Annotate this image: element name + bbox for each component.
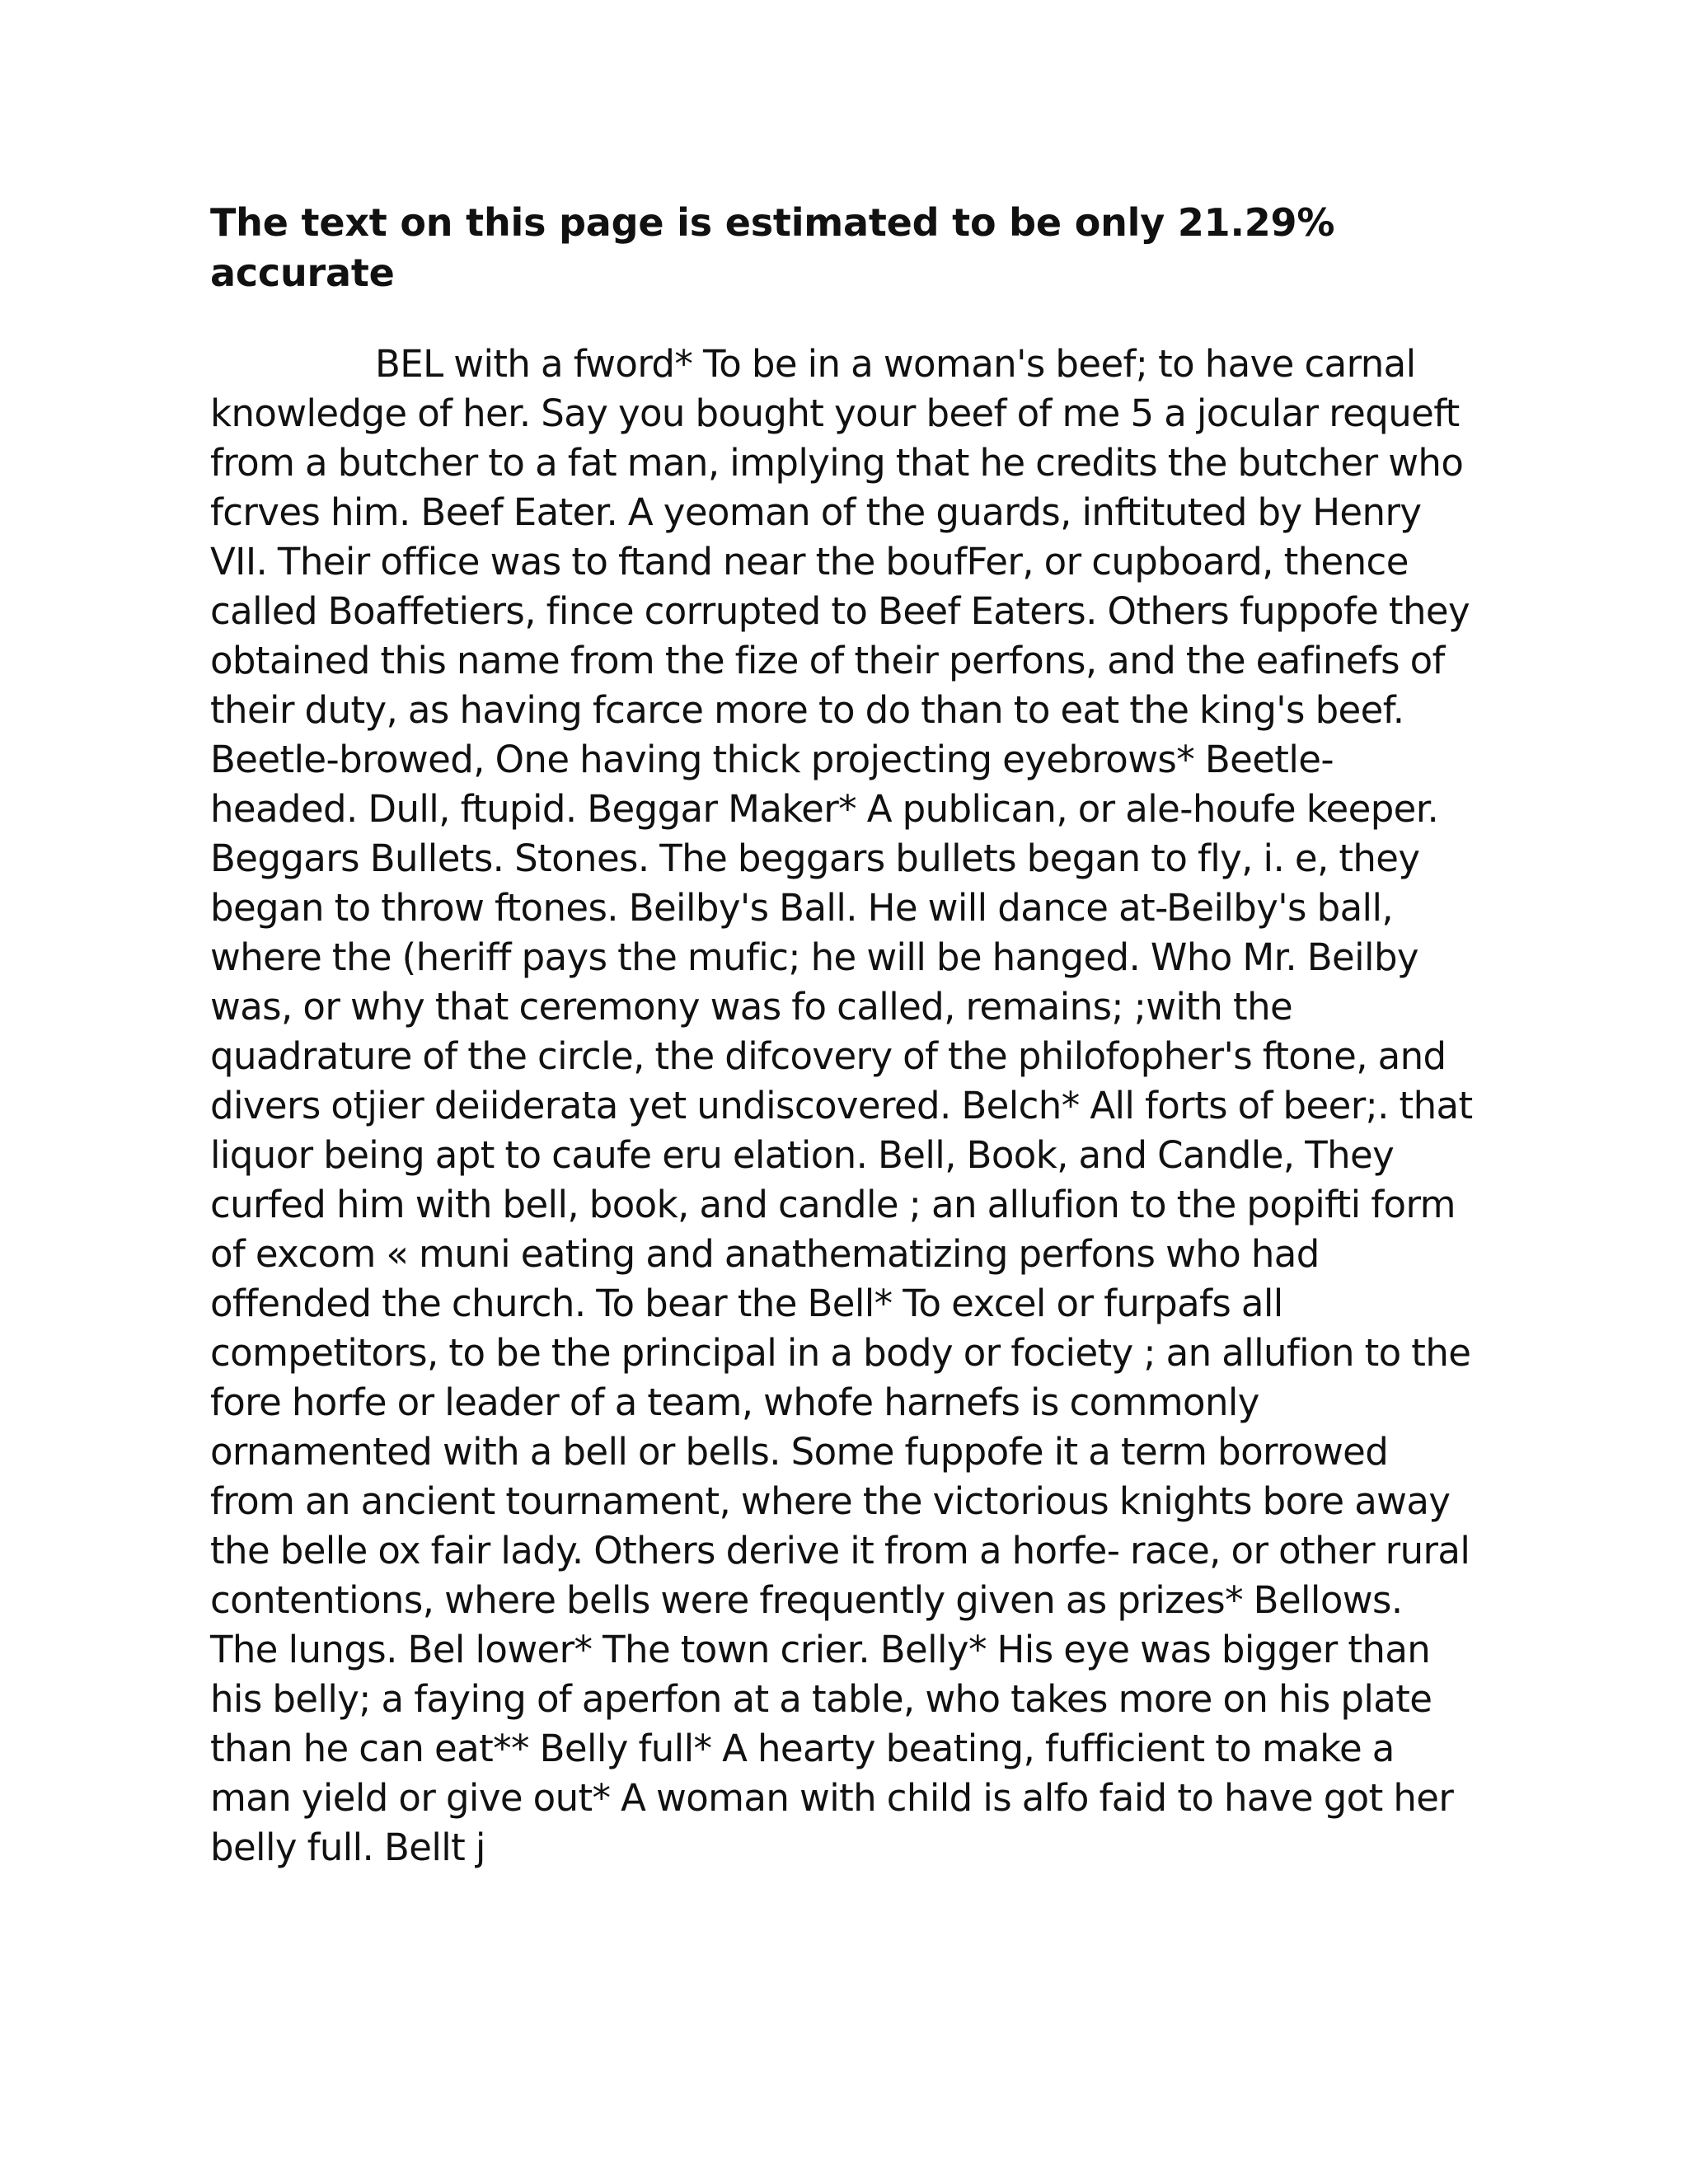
document-page — [210, 198, 1479, 1872]
document-body-text: BEL with a fword* To be in a woman's beef; to have carnal knowledge of her. Say you bought your beef of me 5 a jocular requeft from a butcher to a fat man, implying that he credits the butcher who fcrves him. Beef Eater. A yeoman of the guards, inftituted by Henry VII. Their office was to ftand near the boufFer, or cupboard, thence called Boaffetiers, fince corrupted to Beef Eaters. Others fuppofe they obtained this name from the fize of their perfons, and the eafinefs of their duty, as having fcarce more to do than to eat the king's beef. Beetle-browed, One having thick projecting eyebrows* Beetle-headed. Dull, ftupid. Beggar Maker* A publican, or ale-houfe keeper. Beggars Bullets. Stones. The beggars bullets began to fly, i. e, they began to throw ftones. Beilby's Ball. He will dance at-Beilby's ball, where the (heriff pays the mufic; he will be hanged. Who Mr. Beilby was, or why that ceremony was fo called, remains; ;with the quadrature of the circle, the difcovery of the philofopher's ftone, and divers otjier deiiderata yet undiscovered. Belch* All forts of beer;. that liquor being apt to caufe eru elation. Bell, Book, and Candle, They curfed him with bell, book, and candle ; an allufion to the popifti form of excom « muni eating and anathematizing perfons who had offended the church. To bear the Bell* To excel or furpafs all competitors, to be the principal in a body or fociety ; an allufion to the fore horfe or leader of a team, whofe harnefs is commonly ornamented with a bell or bells. Some fuppofe it a term borrowed from an ancient tournament, where the victorious knights bore away the belle ox fair lady. Others derive it from a horfe- race, or other rural contentions, where bells were frequently given as prizes* Bellows. The lungs. Bel lower* The town crier. Belly* His eye was bigger than his belly; a faying of aperfon at a table, who takes more on his plate than he can eat** Belly full* A hearty beating, fufficient to make a man yield or give out* A woman with child is alfo faid to have got her belly full. Bellt j — [210, 342, 1473, 1869]
accuracy-heading: The text on this page is estimated to be only 21.29% accurate — [210, 200, 1335, 295]
